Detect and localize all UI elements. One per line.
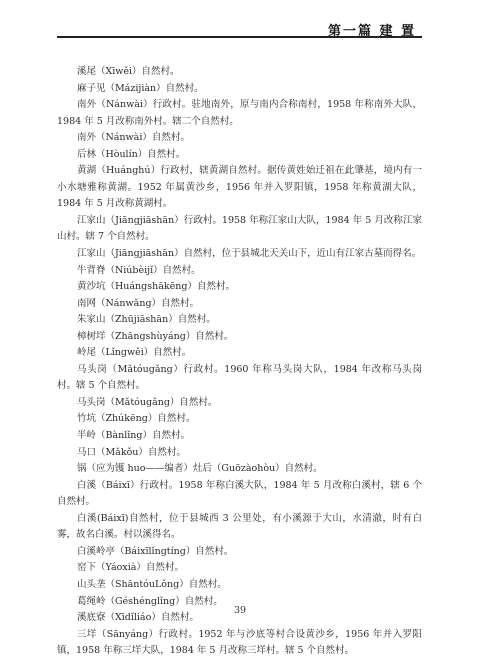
paragraph: 山头垄（ShāntóuLǒng）自然村。 [76,578,227,590]
header-rule [57,36,422,38]
paragraph: 三垟（Sānyáng）行政村。1952 年与沙底等村合设黄沙乡，1956 年并入罗阳镇，1958 年称三垟大队，1984 年 5 月改称三垟村。辖 5 个自然村。 [57,628,422,657]
paragraph: 白溪(Báixī)自然村，位于县城西 3 公里处，有小溪源于大山，水清澈，时有白雾，故名白溪。村以溪得名。 [57,512,422,541]
paragraph: 黄湖（Huánghú）行政村，辖黄湖自然村。据传黄姓始迁祖在此肇基，境内有一小水塘雅称黄湖。1952 年属黄沙乡，1956 年并入罗阳镇，1958 年称黄湖大队，1984 年 5 月改称黄湖村。 [57,165,422,210]
paragraph: 牛背脊（Niúbèijǐ）自然村。 [76,264,201,276]
paragraph: 马头岗（Mǎtóugǎng）自然村。 [76,396,218,408]
paragraph: 岭尾（Lǐngwěi）自然村。 [76,347,192,359]
paragraph: 后林（Hòulín）自然村。 [76,148,186,160]
paragraph: 溪尾（Xīwěi）自然村。 [76,66,180,77]
paragraph: 朱家山（Zhūjiāshān）自然村。 [76,314,216,326]
paragraph: 葛绳岭（Géshénglǐng）自然村。 [76,595,223,607]
paragraph: 樟树垟（Zhāngshùyáng）自然村。 [76,330,234,342]
paragraph: 半岭（Bànlǐng）自然村。 [76,430,190,442]
paragraph: 锅（应为镬 huo——编者）灶后（Guōzàohòu）自然村。 [76,463,323,475]
paragraph: 江家山（Jiāngjiāshān）自然村，位于县城北天关山下，近山有江家古墓而得名。 [76,248,422,260]
paragraph: 南网（Nánwǎng）自然村。 [76,297,200,309]
body-text [57,64,422,660]
paragraph: 南外（Nánwài）自然村。 [76,132,190,144]
paragraph: 白溪岭亭（Báixīlǐngtíng）自然村。 [76,545,234,557]
paragraph: 马口（Mǎkǒu）自然村。 [76,446,186,458]
paragraph: 溪底寮（Xīdǐliáo）自然村。 [76,612,199,624]
paragraph: 麻子见（Mázijiàn）自然村。 [76,82,204,94]
chapter-title: 第一篇 建 置 [327,24,416,39]
paragraph: 南外（Nánwài）行政村。驻地南外，原与南内合称南村，1958 年称南外大队，1984 年 5 月改称南外村。辖二个自然村。 [57,99,422,127]
paragraph: 白溪（Báixī）行政村。1958 年称白溪大队，1984 年 5 月改称白溪村，辖 6 个自然村。 [57,479,422,508]
paragraph: 江家山（Jiāngjiāshān）行政村。1958 年称江家山大队，1984 年 5 月改称江家山村。辖 7 个自然村。 [57,214,422,243]
paragraph: 竹坑（Zhúkēng）自然村。 [76,413,196,425]
paragraph: 马头岗（Mǎtóugǎng）行政村。1960 年称马头岗大队，1984 年改称马头岗村。辖 5 个自然村。 [57,363,422,392]
paragraph: 黄沙坑（Huángshākēng）自然村。 [76,281,235,293]
paragraph: 窑下（Yáoxià）自然村。 [76,562,184,574]
page-number: 39 [233,605,247,616]
